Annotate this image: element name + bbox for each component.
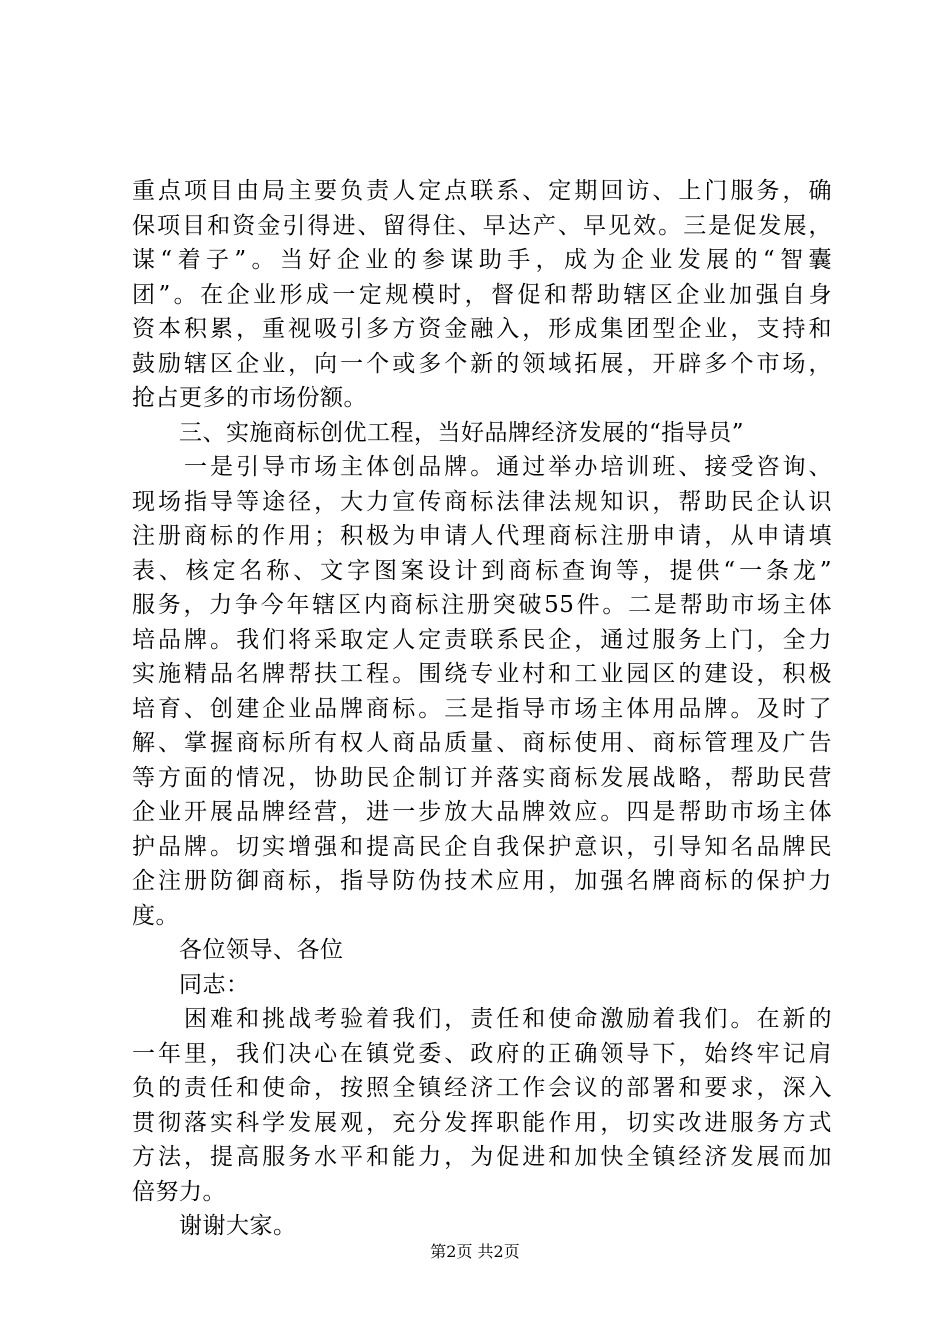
text-line: 现场指导等途径，大力宣传商标法律法规知识，帮助民企认识 — [132, 488, 832, 515]
page-number-footer: 第2页 共2页 — [430, 1242, 520, 1261]
text-line: 困难和挑战考验着我们，责任和使命激励着我们。在新的 — [132, 1006, 832, 1032]
text-line: 负的责任和使命，按照全镇经济工作会议的部署和要求，深入 — [132, 1075, 832, 1101]
text-line: 贯彻落实科学发展观，充分发挥职能作用，切实改进服务方式 — [132, 1109, 832, 1136]
text-line: 服务，力争今年辖区内商标注册突破55件。二是帮助市场主体 — [132, 592, 832, 618]
text-line: 保项目和资金引得进、留得住、早达产、早见效。三是促发展， — [132, 212, 832, 239]
document-body — [132, 174, 832, 1244]
text-line: 团”。在企业形成一定规模时，督促和帮助辖区企业加强自身 — [132, 281, 832, 308]
text-line: 鼓励辖区企业，向一个或多个新的领域拓展，开辟多个市场， — [132, 350, 832, 377]
text-line: 表、核定名称、文字图案设计到商标查询等，提供“一条龙” — [132, 557, 832, 584]
text-line: 培品牌。我们将采取定人定责联系民企，通过服务上门，全力 — [132, 626, 832, 653]
text-line: 注册商标的作用；积极为申请人代理商标注册申请，从申请填 — [132, 523, 832, 549]
text-line: 一年里，我们决心在镇党委、政府的正确领导下，始终牢记肩 — [132, 1040, 832, 1067]
text-line: 方法，提高服务水平和能力，为促进和加快全镇经济发展而加 — [132, 1144, 832, 1170]
text-line: 企业开展品牌经营，进一步放大品牌效应。四是帮助市场主体 — [132, 799, 832, 825]
text-line: 解、掌握商标所有权人商品质量、商标使用、商标管理及广告 — [132, 730, 832, 756]
text-line: 抢占更多的市场份额。 — [132, 385, 367, 411]
text-line: 企注册防御商标，指导防伪技术应用，加强名牌商标的保护力 — [132, 868, 832, 894]
text-line: 谋“着子”。当好企业的参谋助手，成为企业发展的“智囊 — [132, 247, 832, 273]
text-line: 重点项目由局主要负责人定点联系、定期回访、上门服务，确 — [132, 178, 832, 204]
salutation-line: 同志： — [132, 971, 250, 998]
salutation-line: 各位领导、各位 — [132, 937, 344, 963]
text-line: 度。 — [132, 902, 179, 929]
text-line: 培育、创建企业品牌商标。三是指导市场主体用品牌。及时了 — [132, 695, 832, 722]
closing-line: 谢谢大家。 — [132, 1213, 297, 1239]
text-line: 一是引导市场主体创品牌。通过举办培训班、接受咨询、 — [132, 454, 832, 480]
text-line: 倍努力。 — [132, 1178, 226, 1205]
section-heading: 三、实施商标创优工程，当好品牌经济发展的“指导员” — [132, 419, 745, 446]
text-line: 等方面的情况，协助民企制订并落实商标发展战略，帮助民营 — [132, 764, 832, 791]
text-line: 资本积累，重视吸引多方资金融入，形成集团型企业，支持和 — [132, 316, 832, 342]
text-line: 实施精品名牌帮扶工程。围绕专业村和工业园区的建设，积极 — [132, 661, 832, 687]
text-line: 护品牌。切实增强和提高民企自我保护意识，引导知名品牌民 — [132, 833, 832, 860]
